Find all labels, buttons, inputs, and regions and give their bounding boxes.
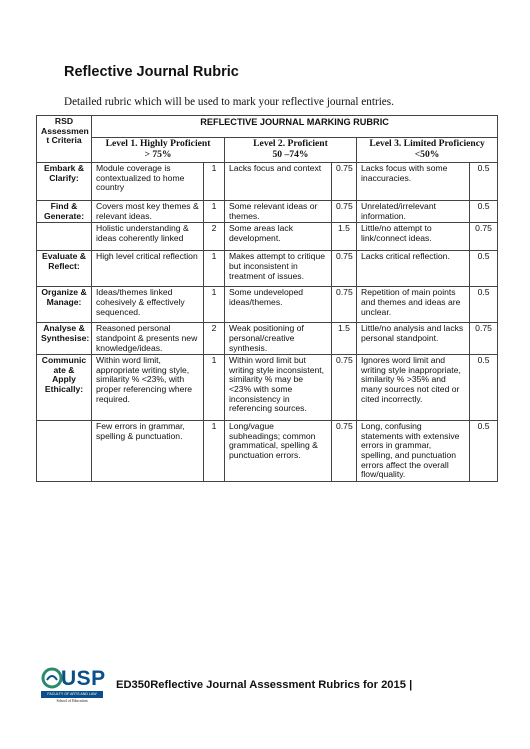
level-3-score: 0.5 <box>470 163 498 201</box>
level-3-descriptor: Lacks critical reflection. <box>357 251 470 287</box>
level-3-score: 0.75 <box>470 323 498 355</box>
main-header: REFLECTIVE JOURNAL MARKING RUBRIC <box>92 116 498 138</box>
table-row <box>37 251 498 287</box>
criterion-cell: Communic ate & Apply Ethically: <box>37 355 92 421</box>
level-1-score: 2 <box>204 323 225 355</box>
table-row <box>37 421 498 482</box>
level-3-name: Level 3. Limited Proficiency <box>369 138 485 149</box>
level-2-score: 0.75 <box>332 251 357 287</box>
criterion-cell: Analyse & Synthesise: <box>37 323 92 355</box>
intro-text: Detailed rubric which will be used to mark your reflective journal entries. <box>64 96 394 108</box>
level-3-range: <50% <box>414 148 440 160</box>
rubric-table <box>36 115 498 482</box>
level-2-name: Level 2. Proficient <box>253 138 328 149</box>
page-title: Reflective Journal Rubric <box>64 64 239 80</box>
level-3-descriptor: Little/no analysis and lacks personal standpoint. <box>357 323 470 355</box>
rubric-body <box>37 163 498 482</box>
level-2-score: 1.5 <box>332 223 357 251</box>
level-3-score: 0.75 <box>470 223 498 251</box>
level-2-score: 0.75 <box>332 355 357 421</box>
level-2-descriptor: Makes attempt to critique but inconsistent in treatment of issues. <box>225 251 332 287</box>
level-1-score: 1 <box>204 163 225 201</box>
table-row <box>37 223 498 251</box>
level-2-score: 0.75 <box>332 201 357 223</box>
level-2-range: 50 –74% <box>272 148 309 160</box>
level-1-descriptor: Reasoned personal standpoint & presents new knowledge/ideas. <box>92 323 204 355</box>
table-row <box>37 323 498 355</box>
criterion-cell: Embark & Clarify: <box>37 163 92 201</box>
criterion-cell: Organize & Manage: <box>37 287 92 323</box>
level-2-score: 0.75 <box>332 287 357 323</box>
level-2-descriptor: Within word limit but writing style inconsistent, similarity % may be <23% with some inconsistency in referencing sources. <box>225 355 332 421</box>
logo-bar <box>41 691 103 698</box>
table-row <box>37 287 498 323</box>
level-3-descriptor: Ignores word limit and writing style inappropriate, similarity % >35% and many sources not cited or cited incorrectly. <box>357 355 470 421</box>
logo-bar-text: FACULTY OF ARTS AND LAW <box>47 692 97 696</box>
level-2-descriptor: Some areas lack development. <box>225 223 332 251</box>
level-3-score: 0.5 <box>470 355 498 421</box>
level-1-name: Level 1. Highly Proficient <box>105 138 211 149</box>
level-1-descriptor: Covers most key themes & relevant ideas. <box>92 201 204 223</box>
level-1-descriptor: Ideas/themes linked cohesively & effectively sequenced. <box>92 287 204 323</box>
level-1-score: 1 <box>204 251 225 287</box>
level-2-header <box>225 138 357 163</box>
usp-logo <box>41 667 106 705</box>
criterion-cell <box>37 421 92 482</box>
level-1-score: 1 <box>204 201 225 223</box>
level-1-descriptor: High level critical reflection <box>92 251 204 287</box>
criteria-header: RSD Assessmen t Criteria <box>37 116 92 163</box>
level-1-descriptor: Few errors in grammar, spelling & punctuation. <box>92 421 204 482</box>
criterion-cell: Find & Generate: <box>37 201 92 223</box>
level-1-descriptor: Within word limit, appropriate writing style, similarity % <23%, with proper referencing where required. <box>92 355 204 421</box>
level-3-descriptor: Lacks focus with some inaccuracies. <box>357 163 470 201</box>
table-row <box>37 163 498 201</box>
level-3-score: 0.5 <box>470 201 498 223</box>
logo-wordmark: USP <box>61 667 106 690</box>
level-2-score: 0.75 <box>332 163 357 201</box>
level-3-score: 0.5 <box>470 287 498 323</box>
table-row <box>37 355 498 421</box>
level-1-header <box>92 138 225 163</box>
level-2-score: 1.5 <box>332 323 357 355</box>
level-1-score: 1 <box>204 421 225 482</box>
level-1-range: > 75% <box>144 148 172 160</box>
level-2-score: 0.75 <box>332 421 357 482</box>
level-3-descriptor: Repetition of main points and themes and ideas are unclear. <box>357 287 470 323</box>
table-row <box>37 201 498 223</box>
level-2-descriptor: Long/vague subheadings; common grammatical, spelling & punctuation errors. <box>225 421 332 482</box>
level-1-score: 2 <box>204 223 225 251</box>
logo-subtext: School of Education <box>56 699 88 703</box>
level-2-descriptor: Some undeveloped ideas/themes. <box>225 287 332 323</box>
level-3-score: 0.5 <box>470 421 498 482</box>
level-3-descriptor: Little/no attempt to link/connect ideas. <box>357 223 470 251</box>
level-1-score: 1 <box>204 287 225 323</box>
level-1-descriptor: Holistic understanding & ideas coherently linked <box>92 223 204 251</box>
level-2-descriptor: Weak positioning of personal/creative synthesis. <box>225 323 332 355</box>
level-3-descriptor: Unrelated/irrelevant information. <box>357 201 470 223</box>
level-1-descriptor: Module coverage is contextualized to home country <box>92 163 204 201</box>
level-1-score: 1 <box>204 355 225 421</box>
level-3-descriptor: Long, confusing statements with extensive errors in grammar, spelling, and punctuation errors affect the overall flow/quality. <box>357 421 470 482</box>
level-2-descriptor: Lacks focus and context <box>225 163 332 201</box>
criterion-cell <box>37 223 92 251</box>
level-3-score: 0.5 <box>470 251 498 287</box>
footer-text: ED350Reflective Journal Assessment Rubrics for 2015 | <box>116 679 413 691</box>
criterion-cell: Evaluate & Reflect: <box>37 251 92 287</box>
usp-emblem-icon <box>41 667 63 689</box>
level-2-descriptor: Some relevant ideas or themes. <box>225 201 332 223</box>
level-3-header <box>357 138 498 163</box>
